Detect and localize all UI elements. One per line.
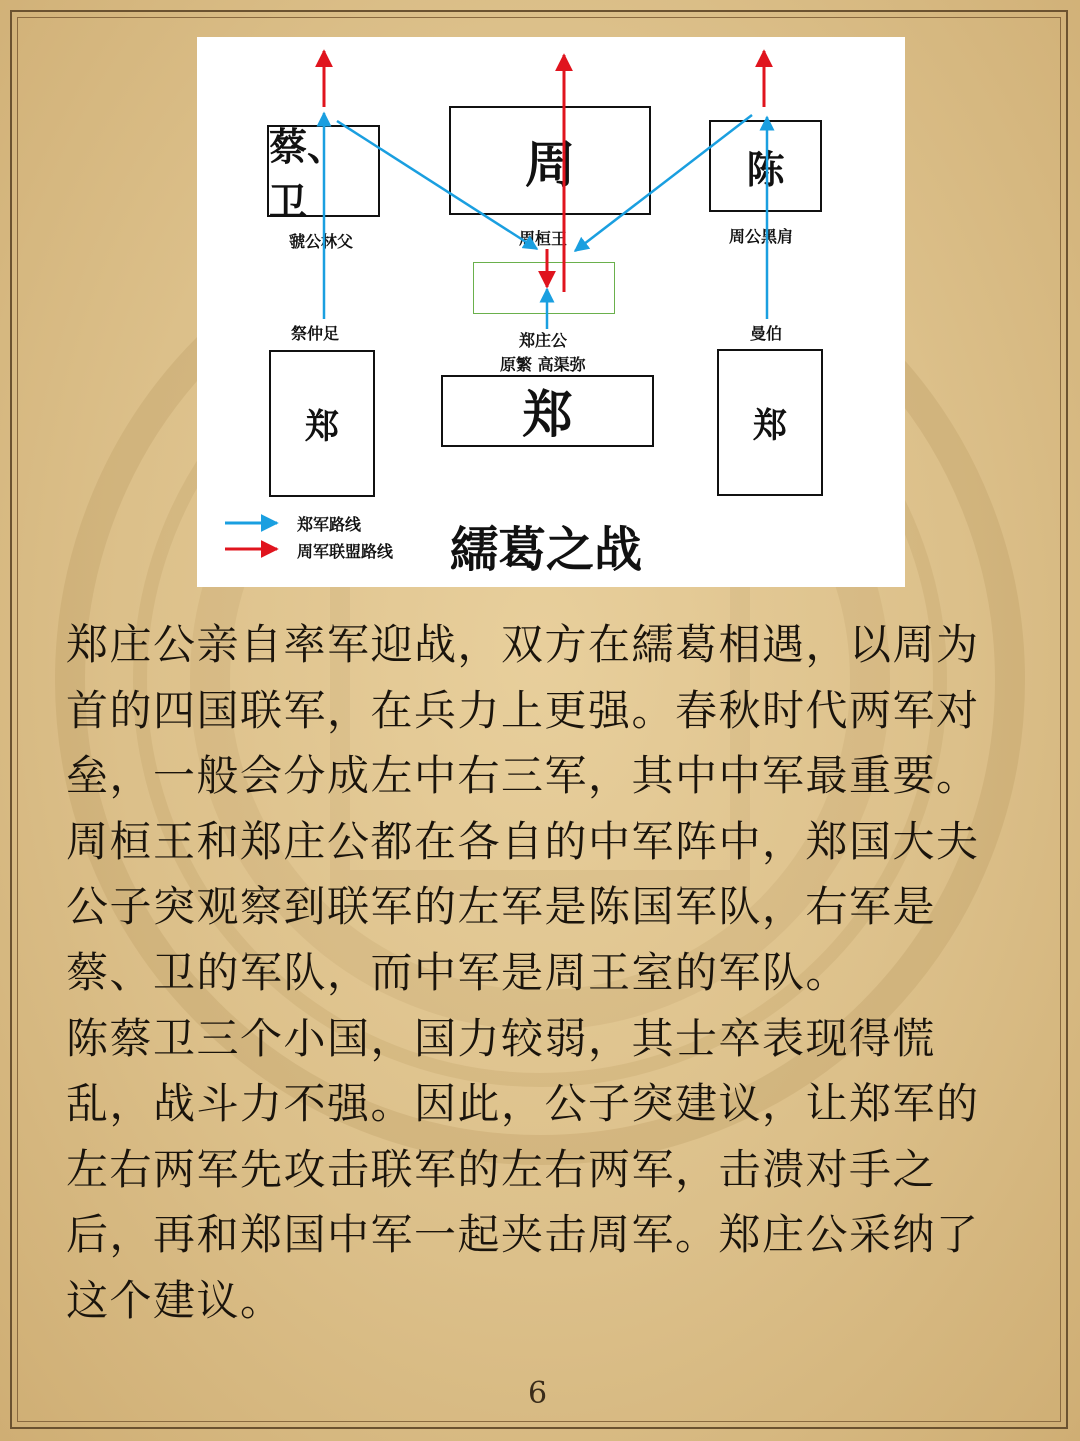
label-man-bo: 曼伯: [750, 324, 783, 343]
label-yuan-fan-gao-qu-mi: 原繁 高渠弥: [500, 355, 586, 374]
paragraph-1: 郑庄公亲自率军迎战，双方在繻葛相遇，以周为首的四国联军，在兵力上更强。春秋时代两军对垒，一般会分成左中右三军，其中中军最重要。周桓王和郑庄公都在各自的中军阵中，郑国大夫公子突观察到联军的左军是陈国军队，右军是蔡、卫的军队，而中军是周王室的军队。: [66, 620, 980, 997]
label-zhou-gong-hei-jian: 周公黑肩: [729, 227, 794, 246]
box-zheng-right: 郑: [717, 349, 823, 496]
box-zhou: 周: [449, 106, 651, 215]
box-chen: 陈: [709, 120, 822, 212]
box-zheng-left: 郑: [269, 350, 375, 497]
box-zheng-center: 郑: [441, 375, 654, 447]
route-arrows: [197, 37, 905, 587]
page-number: 6: [528, 1376, 548, 1411]
legend-arrows: [225, 523, 277, 549]
legend-zheng-route: 郑军路线: [297, 515, 362, 534]
label-guo-gong-lin-fu: 虢公林父: [289, 232, 354, 251]
label-zheng-zhuang-gong: 郑庄公: [519, 331, 568, 350]
label-zhou-huan-wang: 周桓王: [519, 229, 568, 248]
red-arrows: [324, 51, 764, 292]
battle-diagram: [197, 37, 905, 587]
blue-arrows: [324, 113, 767, 329]
paragraph-2: 陈蔡卫三个小国，国力较弱，其士卒表现得慌乱，战斗力不强。因此，公子突建议，让郑军的左右两军先攻击联军的左右两军，击溃对手之后，再和郑国中军一起夹击周军。郑庄公采纳了这个建议。: [66, 1013, 980, 1325]
label-zhai-zhong-zu: 祭仲足: [291, 324, 340, 343]
body-text: [66, 612, 1016, 1334]
legend-zhou-route: 周军联盟路线: [297, 542, 394, 561]
box-cai-wei: 蔡、卫: [267, 125, 380, 217]
diagram-title: 繻葛之战: [450, 522, 643, 578]
